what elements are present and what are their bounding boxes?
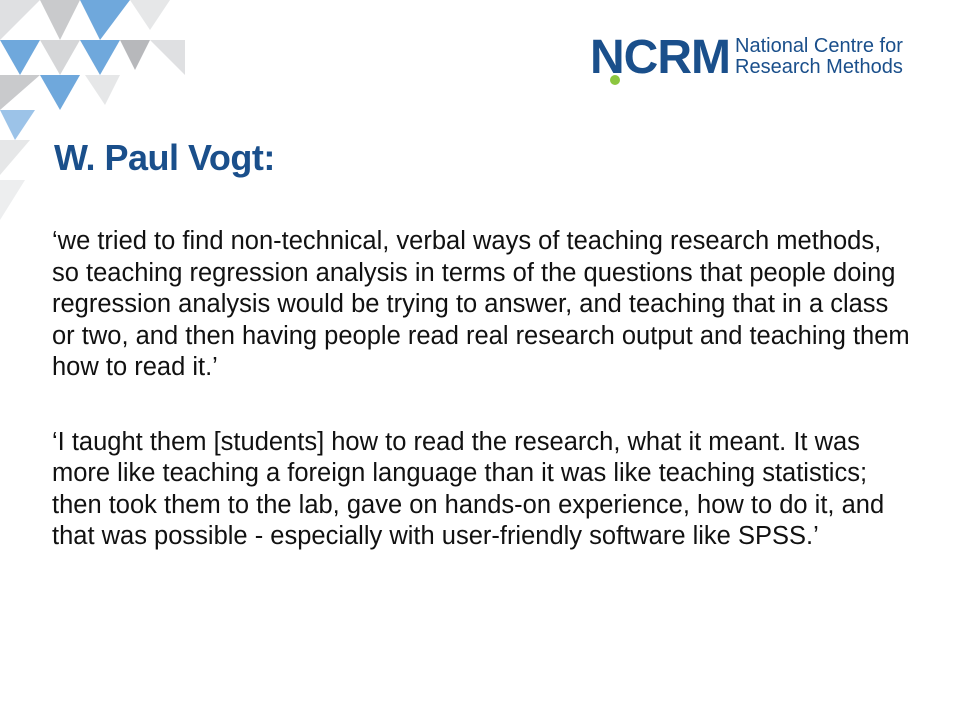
- logo-organisation-name: [735, 36, 903, 78]
- quote-paragraph-1: ‘we tried to find non-technical, verbal ways of teaching research methods, so teaching regression analysis in terms of the questions that people doing regression analysis would be trying to answer, and teaching that in a class or two, and then having people read real research output and teaching them how to read it.’: [52, 227, 910, 381]
- logo-mark-text: NCRM: [590, 31, 730, 84]
- quote-paragraph-2: ‘I taught them [students] how to read the research, what it meant. It was more like teaching a foreign language than it was like teaching statistics; then took them to the lab, gave on hands-on experience, how to do it, and that was possible - especially with user-friendly software like SPSS.’: [52, 427, 885, 550]
- slide-title: W. Paul Vogt:: [54, 137, 275, 178]
- logo-mark: [590, 32, 730, 84]
- quote-body: [52, 226, 914, 596]
- logo-name-line2: Research Methods: [735, 56, 903, 78]
- logo-name-line1: National Centre for: [735, 35, 903, 57]
- corner-triangle-pattern: [0, 0, 190, 240]
- ncrm-logo: [590, 30, 930, 90]
